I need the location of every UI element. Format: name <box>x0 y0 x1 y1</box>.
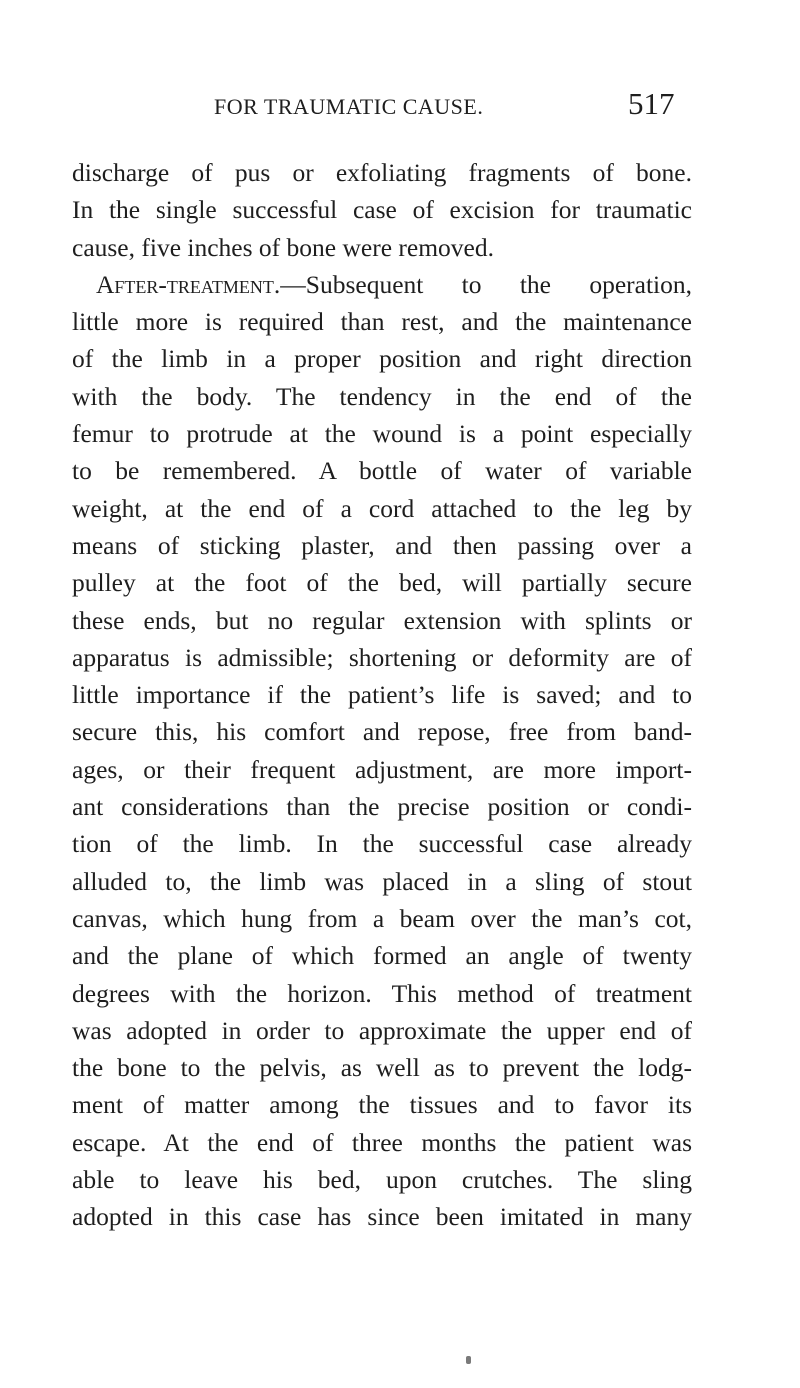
text-line: ages, or their frequent adjustment, are more import- <box>72 754 692 784</box>
text-line: escape. At the end of three months the patient was <box>72 1127 692 1157</box>
text-line: little more is required than rest, and the maintenance <box>72 307 692 337</box>
text-line: cause, five inches of bone were removed. <box>72 232 494 262</box>
text-line: femur to protrude at the wound is a point especially <box>72 419 692 449</box>
text-line: In the single successful case of excision for traumatic <box>72 195 692 225</box>
text-line: and the plane of which formed an angle of twenty <box>72 941 692 971</box>
page-number: 517 <box>628 86 675 121</box>
text-line-with-heading <box>72 266 692 303</box>
text-line: tion of the limb. In the successful case already <box>72 829 692 859</box>
text-line: Subsequent to the operation, <box>305 269 692 299</box>
body-text <box>72 154 692 1236</box>
running-title: FOR TRAUMATIC CAUSE. <box>214 94 484 119</box>
text-line: the bone to the pelvis, as well as to prevent the lodg- <box>72 1053 692 1083</box>
text-line: ant considerations than the precise position or condi- <box>72 792 692 822</box>
section-heading: After-treatment. <box>96 269 281 299</box>
text-line: apparatus is admissible; shortening or deformity are of <box>72 642 692 672</box>
text-line: adopted in this case has since been imitated in many <box>72 1202 692 1232</box>
heading-dash: — <box>280 269 306 299</box>
page-speck <box>466 1356 471 1364</box>
text-line: secure this, his comfort and repose, free from band- <box>72 717 692 747</box>
text-line: able to leave his bed, upon crutches. The sling <box>72 1165 692 1195</box>
text-line: weight, at the end of a cord attached to the leg by <box>72 493 692 523</box>
text-line: pulley at the foot of the bed, will partially secure <box>72 568 692 598</box>
text-line: of the limb in a proper position and right direction <box>72 344 692 374</box>
text-line: ment of matter among the tissues and to favor its <box>72 1090 692 1120</box>
text-line: these ends, but no regular extension with splints or <box>72 605 692 635</box>
text-line: little importance if the patient’s life is saved; and to <box>72 680 692 710</box>
text-line: means of sticking plaster, and then passing over a <box>72 530 692 560</box>
running-header <box>0 84 800 124</box>
text-line: alluded to, the limb was placed in a sling of stout <box>72 866 692 896</box>
text-line: discharge of pus or exfoliating fragments of bone. <box>72 158 692 187</box>
text-line: canvas, which hung from a beam over the man’s cot, <box>72 903 692 933</box>
text-line: degrees with the horizon. This method of treatment <box>72 978 692 1008</box>
text-line: was adopted in order to approximate the upper end of <box>72 1015 692 1045</box>
text-line: with the body. The tendency in the end of the <box>72 381 692 411</box>
text-line: to be remembered. A bottle of water of variable <box>72 456 692 486</box>
